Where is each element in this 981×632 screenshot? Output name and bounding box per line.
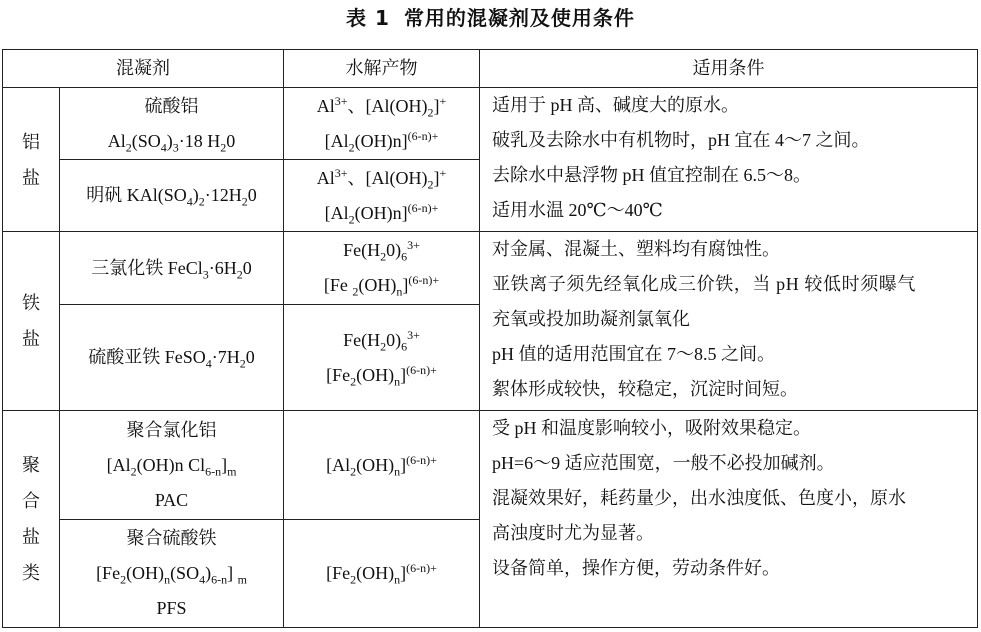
agent-formula: $FeCl_3\cdot 6H_20$ (167, 257, 252, 282)
header-hydrolysis: 水解产物 (284, 50, 480, 88)
coagulant-table (2, 49, 978, 628)
table-row (3, 88, 978, 160)
agent-formula: $KAl(SO_4)_2\cdot 12H_20$ (126, 185, 257, 209)
hydrolysis-pac: $[Al_2(OH)_n]^{(6-n)+}$ (284, 411, 480, 520)
hydrolysis-pfs: $[Fe_2(OH)_n]^{(6-n)+}$ (284, 520, 480, 628)
agent-ferrous-sulfate (60, 305, 284, 411)
agent-name: 三氯化铁 (91, 257, 164, 278)
agent-name: 聚合氯化铝 (126, 419, 217, 440)
agent-name: 聚合硫酸铁 (126, 528, 217, 548)
table-title-text: 常用的混凝剂及使用条件 (403, 6, 635, 30)
agent-formula: $FeSO_4\cdot 7H_20$ (164, 347, 255, 371)
conditions-aluminum: 适用于 pH 高、碱度大的原水。 破乳及去除水中有机物时，pH 宜在 4～7 之间。 去除水中悬浮物 pH 值宜控制在 6.5～8。 适用水温 20℃～40℃ (480, 88, 978, 232)
agent-pfs (60, 520, 284, 628)
table-title (0, 2, 981, 31)
group-iron: 铁 盐 (3, 232, 60, 411)
conditions-iron: 对金属、混凝土、塑料均有腐蚀性。 亚铁离子须先经氧化成三价铁，当 pH 较低时须曝气 充氧或投加助凝剂氯氧化 pH 值的适用范围宜在 7～8.5 之间。 絮体形成较快，较稳定，沉淀时间短。 (480, 232, 978, 411)
agent-name: 硫酸亚铁 (88, 347, 161, 367)
hydrolysis-ferric-chloride: $Fe(H_20)_6^{3+}$ [Fe $_2(OH)_n]^{(6-n)+}$ (284, 232, 480, 305)
agent-abbr: PAC (154, 489, 189, 510)
table-row (3, 232, 978, 305)
table-row (3, 411, 978, 520)
agent-ferric-chloride (60, 232, 284, 305)
group-aluminum: 铝 盐 (3, 88, 60, 232)
agent-formula: $[Fe_2(OH)_n(SO_4)_{6-n}]$ $_m$ (96, 563, 247, 587)
agent-aluminum-sulfate (60, 88, 284, 160)
table-number: 表 1 (346, 6, 390, 30)
agent-abbr: PFS (156, 598, 187, 618)
agent-pac (60, 411, 284, 520)
hydrolysis-aluminum-sulfate: $Al^{3+}$、$[Al(OH)_2]^+$ $[Al_2(OH)n]^{(6-n)+}$ (284, 88, 480, 160)
hydrolysis-alum: $Al^{3+}$、$[Al(OH)_2]^+$ $[Al_2(OH)n]^{(6-n)+}$ (284, 160, 480, 232)
agent-alum (60, 160, 284, 232)
agent-formula: [$Al_2(OH)n$ $Cl_{6-n}]_m$ (106, 454, 237, 479)
conditions-poly: 受 pH 和温度影响较小，吸附效果稳定。 pH=6～9 适应范围宽，一般不必投加碱剂。 混凝效果好，耗药量少，出水浊度低、色度小，原水 高浊度时尤为显著。 设备简单，操作方便，劳动条件好。 (480, 411, 978, 628)
header-conditions: 适用条件 (480, 50, 978, 88)
hydrolysis-ferrous-sulfate: $Fe(H_20)_6^{3+}$ $[Fe_2(OH)_n]^{(6-n)+}$ (284, 305, 480, 411)
agent-name: 硫酸铝 (144, 95, 199, 116)
group-poly: 聚 合 盐 类 (3, 411, 60, 628)
header-coagulant: 混凝剂 (3, 50, 284, 88)
header-row (3, 50, 978, 88)
agent-name: 明矾 (86, 185, 123, 205)
agent-formula: $Al_2(SO_4)_3\cdot 18$ $H_20$ (107, 130, 236, 155)
